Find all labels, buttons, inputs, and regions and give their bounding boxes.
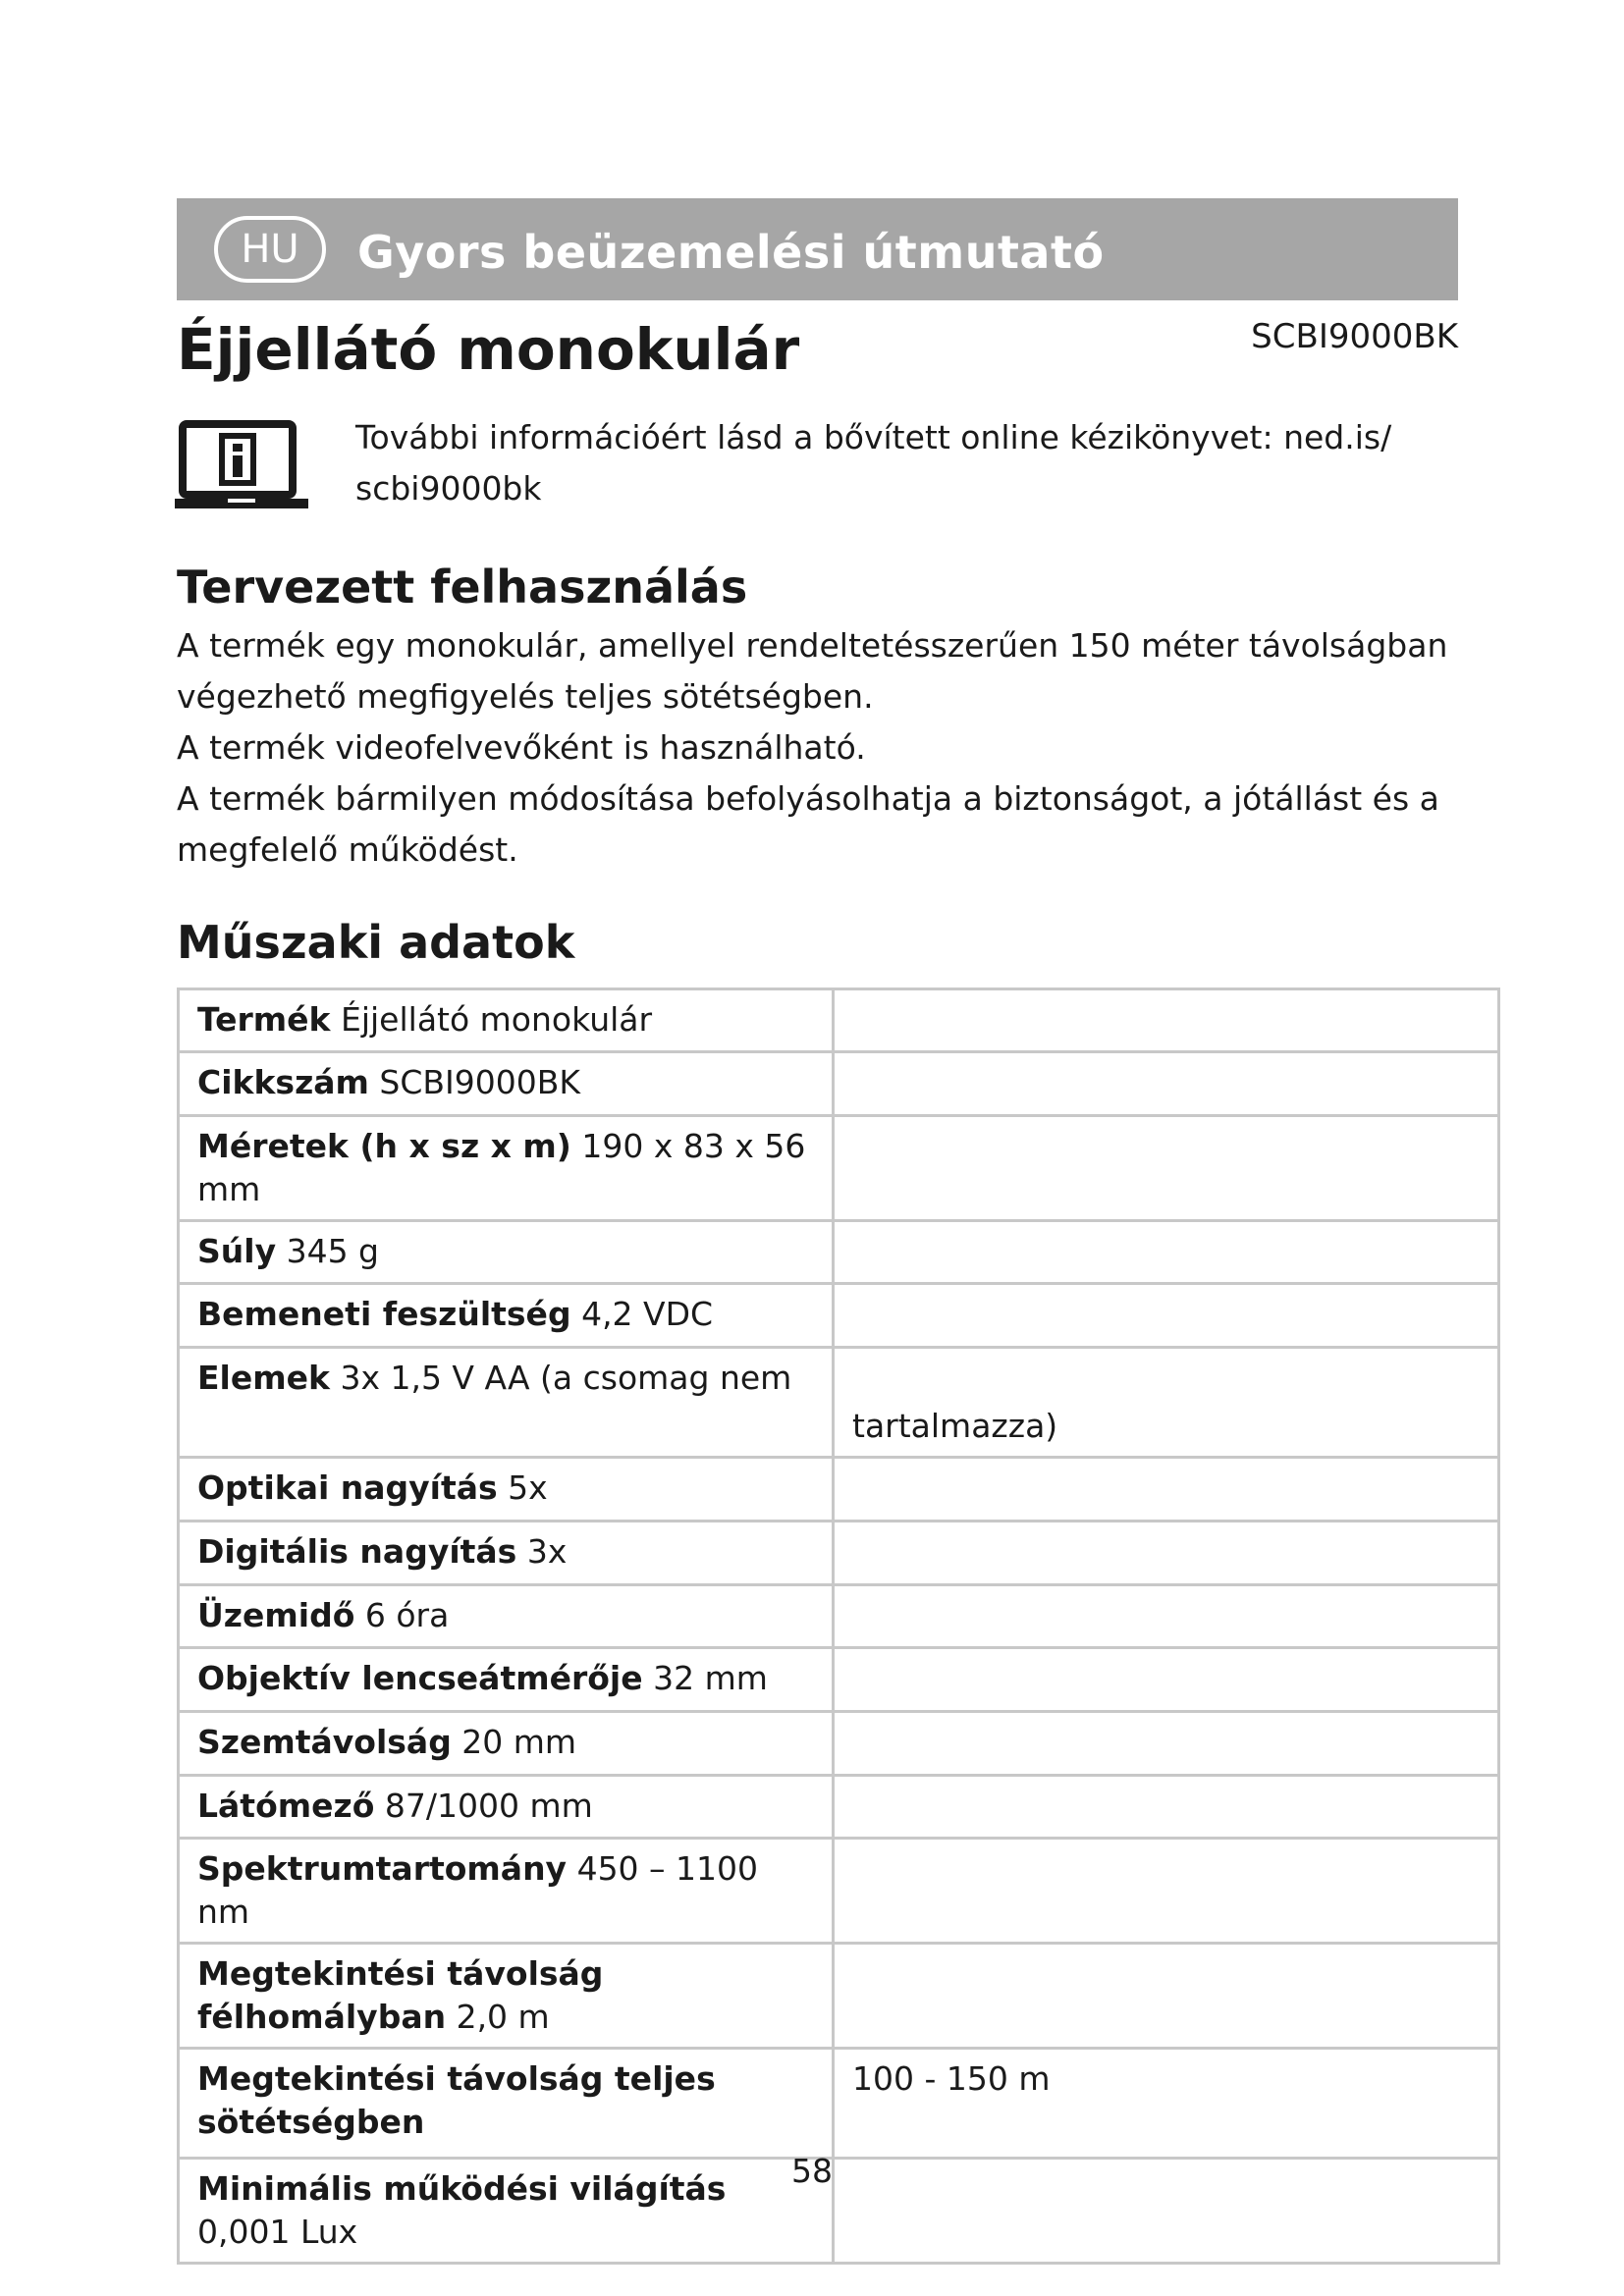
- spec-cell-right: [834, 1839, 1499, 1944]
- spec-label: Objektív lencseátmérője: [197, 1659, 643, 1697]
- spec-label: Elemek: [197, 1359, 330, 1397]
- spec-value: SCBI9000BK: [368, 1063, 581, 1101]
- spec-value: 450 – 1100 nm: [197, 1849, 759, 1931]
- spec-row: [179, 1585, 1499, 1648]
- spec-label: Látómező: [197, 1787, 375, 1825]
- spec-cell-left: [179, 989, 834, 1052]
- spec-label: Szemtávolság: [197, 1723, 452, 1761]
- spec-cell-right: [834, 1712, 1499, 1776]
- online-manual-note: [175, 412, 1461, 520]
- spec-value: 4,2 VDC: [570, 1295, 714, 1333]
- spec-label: Bemeneti feszültség: [197, 1295, 571, 1333]
- spec-cell-right: [834, 1221, 1499, 1284]
- spec-label: Termék: [197, 1000, 331, 1039]
- spec-label: Minimális működési világítás: [197, 2169, 727, 2208]
- spec-value: 2,0 m: [446, 1998, 550, 2036]
- spec-row: [179, 1116, 1499, 1221]
- spec-cell-left: [179, 1944, 834, 2049]
- specifications-table-body: [179, 989, 1499, 2264]
- spec-value: Éjjellátó monokulár: [330, 1000, 653, 1039]
- spec-cell-right: [834, 1348, 1499, 1458]
- spec-label: Cikkszám: [197, 1063, 369, 1101]
- spec-label: Megtekintési távolság félhomályban: [197, 1954, 604, 2036]
- spec-row: [179, 1458, 1499, 1522]
- spec-cell-left: [179, 1776, 834, 1839]
- spec-cell-right: [834, 1776, 1499, 1839]
- spec-row: [179, 989, 1499, 1052]
- spec-cell-right: [834, 989, 1499, 1052]
- spec-row: [179, 1839, 1499, 1944]
- info-manual-laptop-icon: [175, 420, 308, 512]
- spec-row: [179, 1221, 1499, 1284]
- spec-row: [179, 1776, 1499, 1839]
- spec-label: Megtekintési távolság teljes sötétségben: [197, 2059, 716, 2141]
- intended-use-body: [177, 620, 1463, 876]
- spec-label: Optikai nagyítás: [197, 1468, 498, 1507]
- spec-cell-left: [179, 2049, 834, 2159]
- spec-cell-left: [179, 1839, 834, 1944]
- spec-row: [179, 1348, 1499, 1458]
- language-banner: [177, 198, 1458, 300]
- spec-value-continued: tartalmazza): [852, 1407, 1058, 1445]
- spec-label: Méretek (h x sz x m): [197, 1127, 571, 1165]
- language-badge: HU: [214, 216, 326, 283]
- spec-cell-left: [179, 1221, 834, 1284]
- intended-use-paragraph: A termék bármilyen módosítása befolyásolhatja a biztonságot, a jótállást és a megfelelő működést.: [177, 779, 1439, 869]
- spec-label: Súly: [197, 1232, 277, 1270]
- model-code: SCBI9000BK: [1251, 317, 1458, 356]
- spec-cell-right: [834, 1284, 1499, 1348]
- intended-use-paragraph: A termék videofelvevőként is használható.: [177, 728, 866, 767]
- spec-value: 87/1000 mm: [374, 1787, 593, 1825]
- spec-row: [179, 1284, 1499, 1348]
- spec-row: [179, 1648, 1499, 1712]
- spec-value: 20 mm: [451, 1723, 577, 1761]
- spec-row: [179, 2049, 1499, 2159]
- page-number: 58: [791, 2152, 833, 2190]
- spec-value: 190 x 83 x 56 mm: [197, 1127, 806, 1208]
- specifications-table: [177, 988, 1500, 2265]
- spec-cell-right: [834, 1522, 1499, 1585]
- intended-use-heading: Tervezett felhasználás: [177, 561, 748, 614]
- spec-cell-left: [179, 1348, 834, 1458]
- spec-cell-left: [179, 1585, 834, 1648]
- intended-use-paragraph: A termék egy monokulár, amellyel rendeltetésszerűen 150 méter távolságban végezhető megfigyelés teljes sötétségben.: [177, 626, 1448, 716]
- spec-cell-left: [179, 1116, 834, 1221]
- spec-cell-right: [834, 2049, 1499, 2159]
- spec-label: Spektrumtartomány: [197, 1849, 568, 1888]
- spec-cell-right: [834, 1458, 1499, 1522]
- spec-value: 32 mm: [642, 1659, 768, 1697]
- spec-value-continued: 100 - 150 m: [852, 2059, 1051, 2098]
- spec-cell-left: [179, 1648, 834, 1712]
- spec-label: Digitális nagyítás: [197, 1532, 517, 1571]
- spec-value: 5x: [497, 1468, 548, 1507]
- spec-cell-left: [179, 1284, 834, 1348]
- spec-value: 345 g: [276, 1232, 380, 1270]
- spec-row: [179, 1712, 1499, 1776]
- spec-value: 6 óra: [354, 1596, 450, 1634]
- spec-label: Üzemidő: [197, 1596, 355, 1634]
- spec-cell-left: [179, 1458, 834, 1522]
- banner-title: Gyors beüzemelési útmutató: [357, 226, 1105, 279]
- spec-value: 3x: [516, 1532, 568, 1571]
- spec-cell-right: [834, 1052, 1499, 1116]
- spec-cell-left: [179, 1522, 834, 1585]
- spec-cell-right: [834, 1944, 1499, 2049]
- spec-row: [179, 1052, 1499, 1116]
- spec-cell-left: [179, 1052, 834, 1116]
- spec-cell-right: [834, 1585, 1499, 1648]
- product-title: Éjjellátó monokulár: [177, 316, 800, 383]
- spec-value: 0,001 Lux: [197, 2213, 358, 2251]
- spec-row: [179, 1522, 1499, 1585]
- specifications-heading: Műszaki adatok: [177, 916, 575, 969]
- spec-cell-right: [834, 1648, 1499, 1712]
- spec-value: 3x 1,5 V AA (a csomag nem: [329, 1359, 792, 1397]
- online-manual-text: További információért lásd a bővített online kézikönyvet: ned.is/ scbi9000bk: [355, 418, 1392, 507]
- spec-cell-right: [834, 1116, 1499, 1221]
- spec-row: [179, 1944, 1499, 2049]
- spec-cell-left: [179, 1712, 834, 1776]
